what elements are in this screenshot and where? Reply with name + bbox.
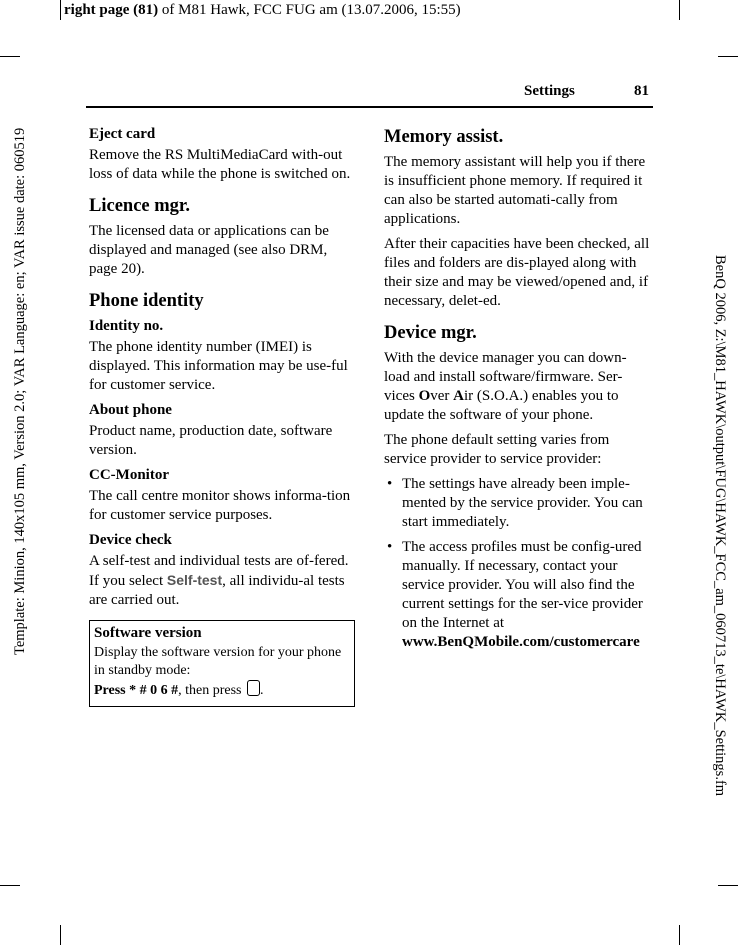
licence-mgr-heading: Licence mgr. [89,196,191,216]
device-mgr-text-1: With the device manager you can down-load and install software/firmware. Ser-vices Over Air (S.O.A.) enables you to update the software of your phone. [384,350,627,423]
device-mgr-list [384,475,652,652]
crop-mark [60,925,61,945]
crop-mark [60,0,61,20]
memory-assist-text-1: The memory assistant will help you if there is insufficient phone memory. If required it can also be started automati-cally from applications. [384,154,646,227]
crop-mark [679,0,680,20]
running-head-section: Settings [524,83,575,99]
identity-no-text: The phone identity number (IMEI) is displayed. This information may be use-ful for customer service. [89,339,348,393]
note-text: Display the software version for your phone in standby mode: [94,645,342,678]
crop-mark [718,885,738,886]
licence-mgr-text: The licensed data or applications can be displayed and managed (see also DRM, page 20). [89,223,329,277]
eject-card-text: Remove the RS MultiMediaCard with-out loss of data while the phone is switched on. [89,147,351,182]
about-phone-text: Product name, production date, software version. [89,423,333,458]
cc-monitor-heading: CC-Monitor [89,467,169,483]
print-header-page: right page (81) [64,2,159,18]
device-mgr-heading: Device mgr. [384,323,477,343]
cc-monitor-text: The call centre monitor shows informa-tion for customer service purposes. [89,488,351,523]
page-number: 81 [634,83,649,99]
list-item: • The access profiles must be config-ured manually. If necessary, contact your service provider. You will also find the current settings for the ser-vice provider on the Internet at www.BenQMobile.com/customercare [387,539,643,650]
print-header-info: of M81 Hawk, FCC FUG am (13.07.2006, 15:55) [158,2,461,18]
identity-no-heading: Identity no. [89,318,164,334]
about-phone-heading: About phone [89,402,172,418]
crop-mark [679,925,680,945]
list-item: • The settings have already been imple-mented by the service provider. You can start immediately. [387,476,643,530]
crop-mark [718,56,738,57]
crop-mark [0,56,20,57]
left-column [89,125,355,707]
software-version-note [89,620,355,707]
device-check-text: A self-test and individual tests are of-fered. If you select Self-test, all individu-al tests are carried out. [89,553,349,608]
device-check-heading: Device check [89,532,172,548]
print-header [64,2,461,19]
file-path-info: BenQ 2006, Z:\M81_HAWK\output\FUG\HAWK_FCC_am_060713_te\HAWK_Settings.fm [712,255,728,797]
device-mgr-text-2: The phone default setting varies from service provider to service provider: [384,432,610,467]
right-column [384,125,652,658]
note-instruction: Press * # 0 6 #, then press . [94,680,350,700]
template-info: Template: Minion, 140x105 mm, Version 2.0; VAR Language: en; VAR issue date: 060519 [12,127,28,655]
memory-assist-text-2: After their capacities have been checked, all files and folders are dis-played along with their size and may be viewed/opened and, if necessary, delet-ed. [384,236,650,309]
support-url: www.BenQMobile.com/customercare [402,634,640,650]
imei-code: * # 0 6 # [129,683,179,698]
call-key-icon [247,680,260,696]
note-title: Software version [94,625,202,641]
eject-card-heading: Eject card [89,126,156,142]
phone-identity-heading: Phone identity [89,291,204,311]
memory-assist-heading: Memory assist. [384,127,504,147]
crop-mark [0,885,20,886]
header-rule [86,106,653,108]
self-test-softkey: Self-test [166,572,223,588]
